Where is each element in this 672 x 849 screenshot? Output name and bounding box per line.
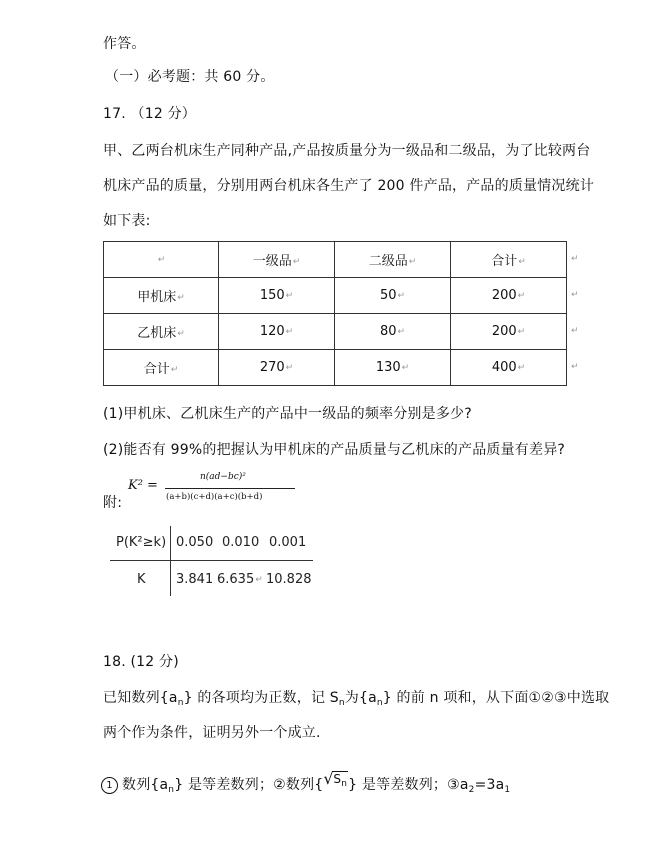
critical-table-k-value: 6.635↵ xyxy=(217,572,263,587)
table-cell: 乙机床↵ xyxy=(104,314,219,350)
row-end-mark-icon: ↵ xyxy=(571,326,579,336)
table-row xyxy=(104,314,567,350)
critical-table-k-label: K xyxy=(137,572,146,587)
table-cell: 130↵ xyxy=(335,350,451,386)
quality-table xyxy=(103,241,567,386)
table-header-cell: 一级品↵ xyxy=(219,242,335,278)
q17-subquestion-1: (1)甲机床、乙机床生产的产品中一级品的频率分别是多少? xyxy=(103,406,472,422)
table-header-row xyxy=(104,242,567,278)
q17-heading: 17. （12 分） xyxy=(103,106,196,122)
table-header-cell: 合计↵ xyxy=(451,242,567,278)
q17-paragraph-line-2: 机床产品的质量，分别用两台机床各生产了 200 件产品，产品的质量情况统计 xyxy=(103,178,595,194)
q17-paragraph-line-3: 如下表: xyxy=(103,213,151,229)
table-cell: 80↵ xyxy=(335,314,451,350)
formula-numerator: n(ad−bc)² xyxy=(200,472,246,482)
critical-table-column-rule xyxy=(170,526,171,596)
row-end-mark-icon: ↵ xyxy=(571,362,579,372)
critical-table-divider xyxy=(110,560,313,561)
table-cell: 270↵ xyxy=(219,350,335,386)
table-cell: 200↵ xyxy=(451,314,567,350)
circled-number-one: 1 xyxy=(101,777,118,794)
intro-text: 作答。 xyxy=(103,36,146,52)
attachment-label: 附: xyxy=(103,495,123,511)
formula-lhs: K² = xyxy=(128,478,158,493)
critical-table-k-value: 10.828 xyxy=(266,572,312,587)
table-cell: 150↵ xyxy=(219,278,335,314)
critical-table-p-value: 0.050 xyxy=(176,535,214,550)
row-end-mark-icon: ↵ xyxy=(571,254,579,264)
return-mark-icon: ↵ xyxy=(292,257,301,267)
table-cell: 400↵ xyxy=(451,350,567,386)
critical-table-p-value: 0.010 xyxy=(222,535,260,550)
table-cell: 甲机床↵ xyxy=(104,278,219,314)
critical-table-p-label: P(K²≥k) xyxy=(116,535,167,550)
q18-paragraph-line-1: 已知数列$\{a_n\}$ 的各项均为正数，记 $S_n$为$\{a_n\}$ 的前 n 项和，从下面①②③中选取 xyxy=(103,690,610,708)
return-mark-icon: ↵ xyxy=(157,255,166,265)
table-cell: 50↵ xyxy=(335,278,451,314)
table-cell: 120↵ xyxy=(219,314,335,350)
table-cell: 合计↵ xyxy=(104,350,219,386)
table-header-cell xyxy=(104,242,219,278)
square-root-symbol: √ $S_n$ xyxy=(323,769,348,789)
q18-paragraph-line-2: 两个作为条件，证明另外一个成立. xyxy=(103,725,321,741)
table-cell: 200↵ xyxy=(451,278,567,314)
return-mark-icon: ↵ xyxy=(518,257,526,267)
formula-denominator: (a+b)(c+d)(a+c)(b+d) xyxy=(166,492,263,502)
table-row xyxy=(104,278,567,314)
critical-table-k-value: 3.841 xyxy=(176,572,214,587)
q17-subquestion-2: (2)能否有 99%的把握认为甲机床的产品质量与乙机床的产品质量有差异? xyxy=(103,442,566,458)
q18-conditions: 1 数列$\{a_n\}$ 是等差数列；②数列{ √ $S_n$} 是等差数列；$③a_2=3a_1$ xyxy=(101,774,510,794)
row-end-mark-icon: ↵ xyxy=(571,290,579,300)
table-header-cell: 二级品↵ xyxy=(335,242,451,278)
table-row xyxy=(104,350,567,386)
q17-paragraph-line-1: 甲、乙两台机床生产同种产品,产品按质量分为一级品和二级品，为了比较两台 xyxy=(103,143,591,159)
return-mark-icon: ↵ xyxy=(408,257,417,267)
q18-heading: 18. (12 分) xyxy=(103,654,179,670)
section-title: （一）必考题：共 60 分。 xyxy=(105,69,275,85)
critical-table-p-value: 0.001 xyxy=(269,535,307,550)
formula-fraction-bar xyxy=(165,488,295,489)
